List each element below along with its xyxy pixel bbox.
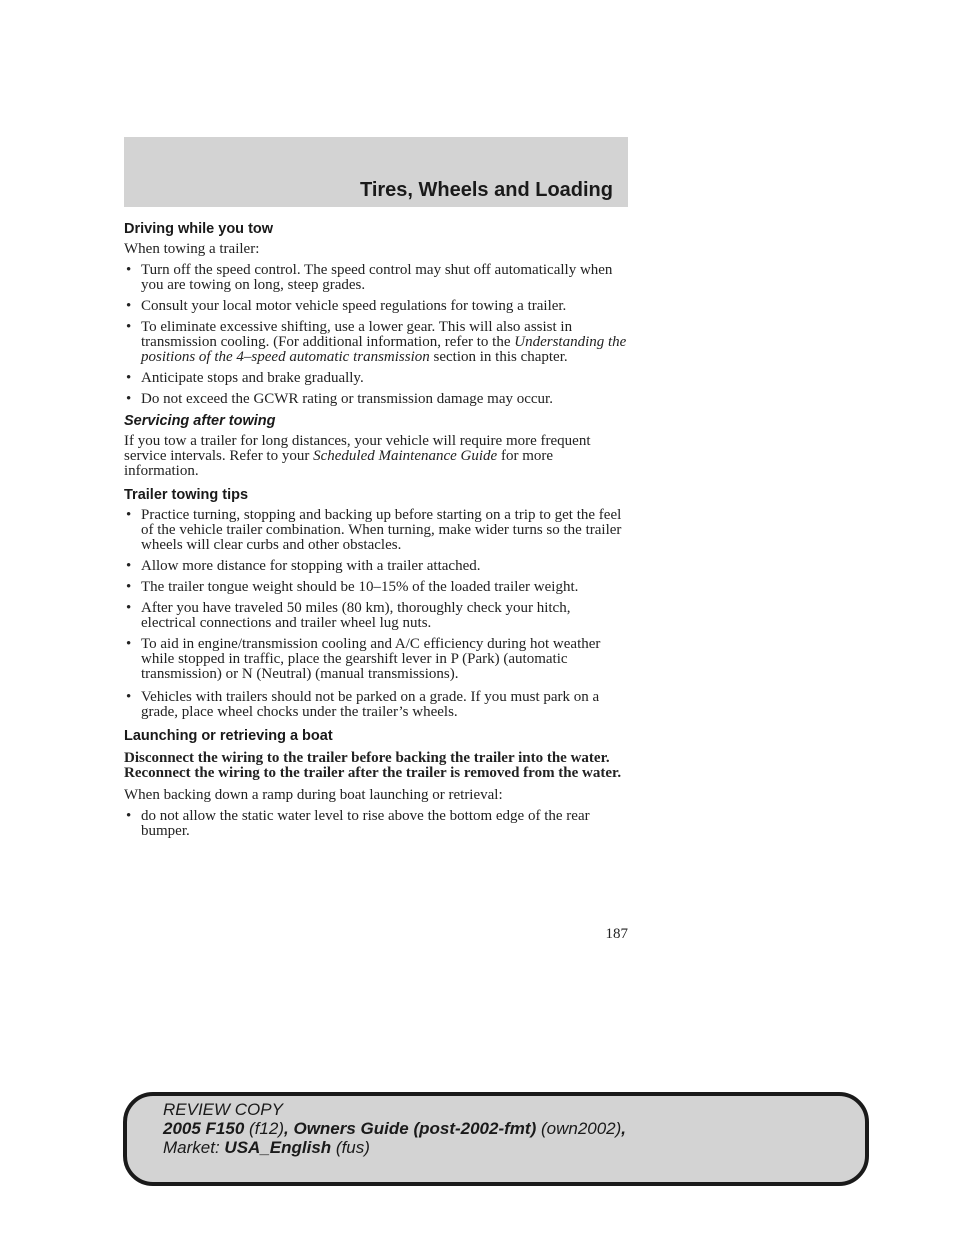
market-name: USA_English xyxy=(224,1138,332,1157)
list-item: • do not allow the static water level to rise above the bottom edge of the rear bumper. xyxy=(124,809,628,839)
warning-text: Disconnect the wiring to the trailer before backing the trailer into the water. Reconnect the wiring to the trailer after the trailer is removed from the water. xyxy=(124,750,622,781)
list-item: • Allow more distance for stopping with a trailer attached. xyxy=(124,559,628,574)
review-copy-footer xyxy=(123,1092,869,1186)
text: To eliminate excessive shifting, use a lower gear. This will also assist in transmission cooling. (For additional information, refer to the xyxy=(141,319,573,350)
ital-reference: Understanding the positions of the 4–speed automatic transmission xyxy=(141,334,627,365)
section-header-band xyxy=(124,137,628,207)
text: If you tow a trailer for long distances, your vehicle will require more frequent service intervals. Refer to your xyxy=(124,433,591,464)
heading-trailer-towing-tips: Trailer towing tips xyxy=(124,487,249,503)
tips-list xyxy=(124,508,628,720)
list-item: • Turn off the speed control. The speed control may shut off automatically when you are towing on long, steep grades. xyxy=(124,263,628,293)
list-item: • To aid in engine/transmission cooling and A/C efficiency during hot weather while stopped in traffic, place the gearshift lever in P (Park) (automatic transmission) or N (Neutral) (manual transmissions). xyxy=(124,637,628,682)
boat-intro: When backing down a ramp during boat launching or retrieval: xyxy=(124,787,503,803)
list-item: • Anticipate stops and brake gradually. xyxy=(124,371,628,386)
footer-line-2 xyxy=(163,1119,626,1138)
list-item: • The trailer tongue weight should be 10–15% of the loaded trailer weight. xyxy=(124,580,628,595)
footer-line-3 xyxy=(163,1138,626,1157)
list-item xyxy=(124,320,628,365)
market-code: (fus) xyxy=(335,1138,370,1157)
page-content xyxy=(124,221,628,845)
page-number: 187 xyxy=(605,926,628,942)
separator: , xyxy=(284,1119,289,1138)
boat-list xyxy=(124,809,628,839)
heading-servicing-after-towing: Servicing after towing xyxy=(124,413,276,429)
guide-name: Owners Guide (post-2002-fmt) xyxy=(293,1119,537,1138)
footer-text xyxy=(163,1100,626,1157)
text: for more information. xyxy=(124,448,554,479)
servicing-paragraph xyxy=(124,434,628,479)
model-name: 2005 F150 xyxy=(163,1119,245,1138)
list-item: • Practice turning, stopping and backing up before starting on a trip to get the feel of the vehicle trailer combination. When turning, make wider turns so the trailer wheels will clear curbs and other obstacles. xyxy=(124,508,628,553)
list-item: • Vehicles with trailers should not be parked on a grade. If you must park on a grade, place wheel chocks under the trailer’s wheels. xyxy=(124,690,628,720)
list-item: • After you have traveled 50 miles (80 km), thoroughly check your hitch, electrical connections and trailer wheel lug nuts. xyxy=(124,601,628,631)
text: section in this chapter. xyxy=(433,349,568,365)
chapter-title: Tires, Wheels and Loading xyxy=(359,179,613,201)
ital-reference: Scheduled Maintenance Guide xyxy=(313,448,498,464)
driving-list xyxy=(124,263,628,407)
model-code: (f12) xyxy=(249,1119,284,1138)
separator: , xyxy=(621,1119,627,1138)
driving-intro: When towing a trailer: xyxy=(124,241,260,257)
review-label: REVIEW COPY xyxy=(163,1100,283,1119)
market-label: Market: xyxy=(163,1138,220,1157)
list-item: • Do not exceed the GCWR rating or transmission damage may occur. xyxy=(124,392,628,407)
guide-code: (own2002) xyxy=(540,1119,622,1138)
list-item: • Consult your local motor vehicle speed regulations for towing a trailer. xyxy=(124,299,628,314)
heading-driving-while-you-tow: Driving while you tow xyxy=(124,221,274,237)
heading-launching-boat: Launching or retrieving a boat xyxy=(124,728,333,744)
